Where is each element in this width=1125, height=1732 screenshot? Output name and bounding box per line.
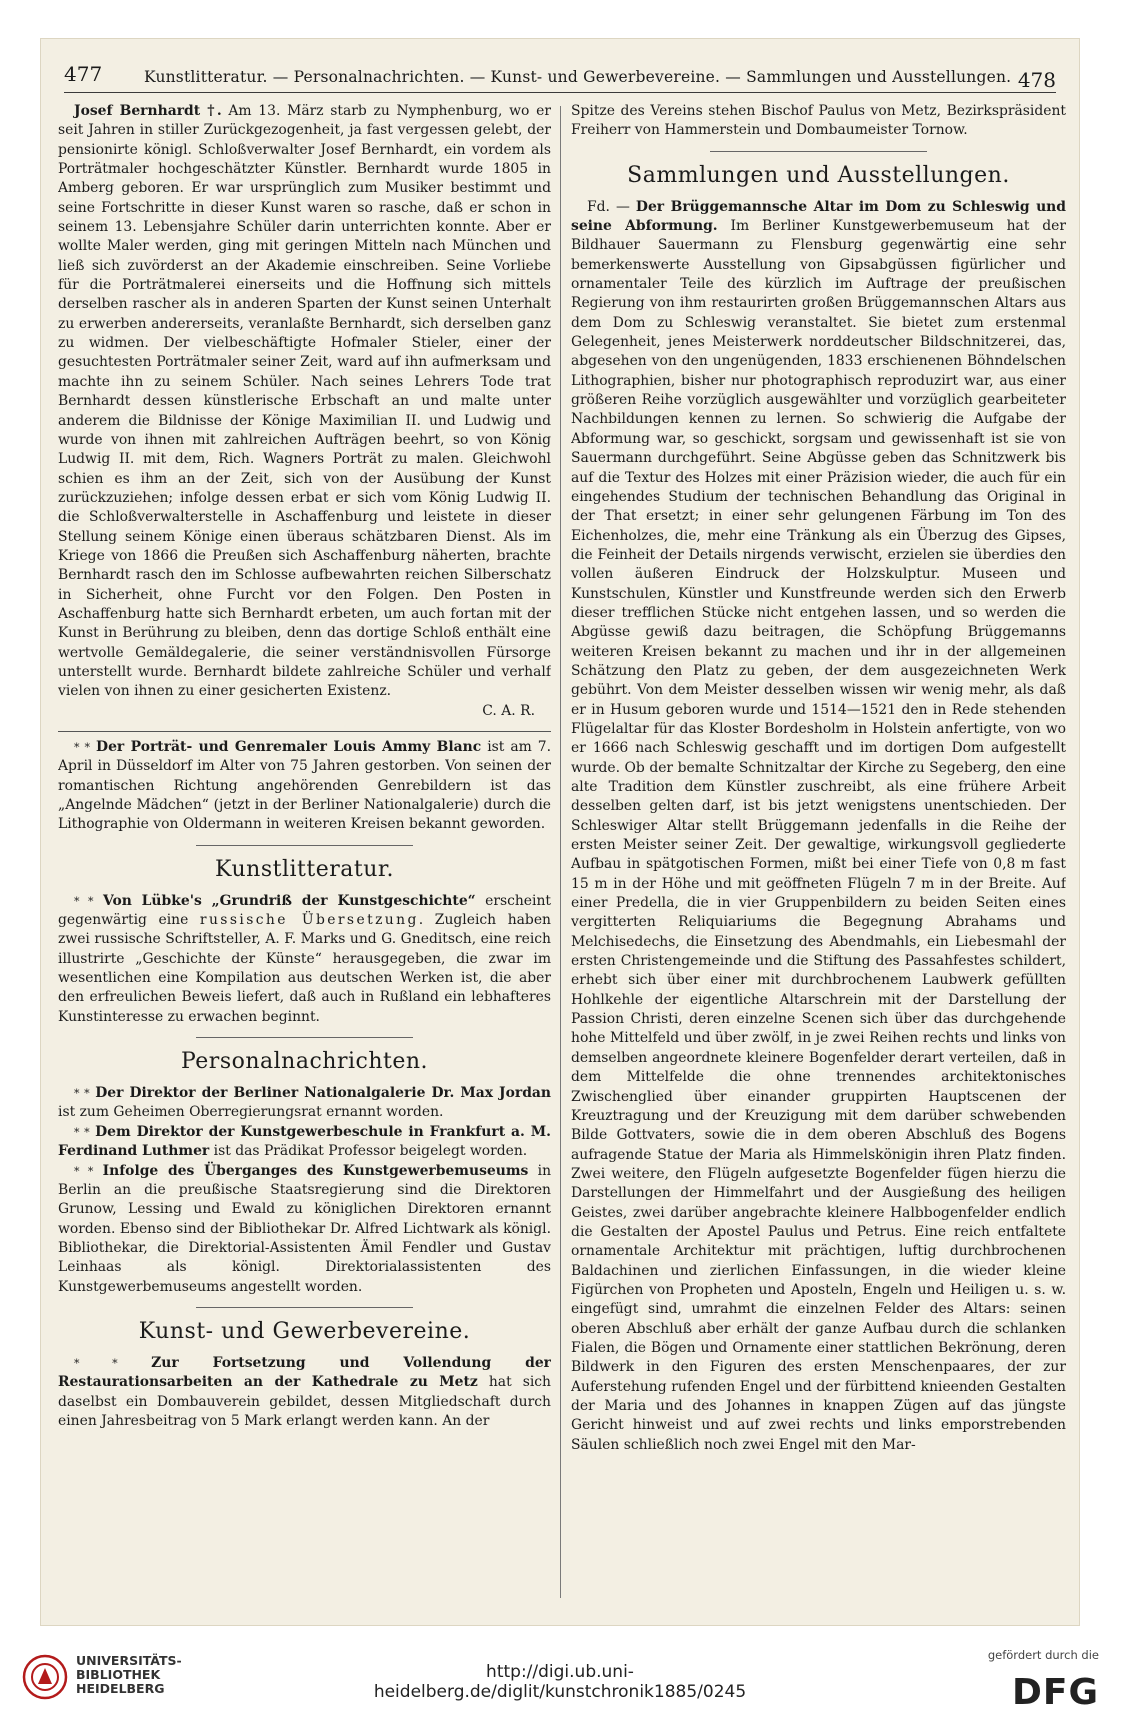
article-body: ist am 7. April in Düsseldorf im Alter von 75 Jahren gestorben. Von seinen der romantischen Richtung angehörenden Genrebildern ist das „Angelnde Mädchen“ (jetzt in der Berliner Nationalgalerie) durch die Lithographie von Oldermann in weiteren Kreisen bekannt geworden.: [58, 739, 551, 833]
article-bernhardt: [58, 102, 551, 702]
article-metz: [58, 1354, 551, 1431]
article-body: Im Berliner Kunstgewerbemuseum hat der Bildhauer Sauermann zu Flensburg gegenwärtig eine sehr bemerkenswerte Ausstellung von Gipsabgüssen figürlicher und ornamentaler Teile des kürzlich im Auftrage der preußischen Regierung von ihm restaurirten großen Brüggemannschen Altars aus dem Dom zu Schleswig veranstaltet. Sie bietet zum erstenmal Gelegenheit, jenes Meisterwerk norddeutscher Bildschnitzerei, das, abgesehen von den ungenügenden, 1833 erschienenen Böhndelschen Lithographien, bisher nur photographisch reproduzirt war, aus einer größeren Reihe vorzüglich ausgewählter und vorzüglich gearbeiteter Nachbildungen kennen zu lernen. So schwierig die Aufgabe der Abformung war, so geschickt, sorgsam und gewissenhaft ist sie von Sauermann durchgeführt. Seine Abgüsse geben das Schnitzwerk bis auf die Textur des Holzes mit einer Präzision wieder, die auch für ein eingehendes Studium der technischen Behandlung das Original in der That ersetzt; in einer sehr gelungenen Färbung im Ton des Eichenholzes, die, mehr eine Tränkung als ein Überzug des Gipses, die Feinheit der Details nirgends verwischt, erzielen sie überdies den vollen äußeren Eindruck der Holzskulptur. Museen und Kunstschulen, Künstler und Kunstfreunde werden sich den Erwerb dieser trefflichen Stücke nicht entgehen lassen, und so werden die Abgüsse gewiß dazu beitragen, die Schöpfung Brüggemanns weiteren Kreisen bekannt zu machen und ihr in der allgemeinen Schätzung den Platz zu geben, der dem ausgezeichneten Werk gebührt. Von dem Meister desselben wissen wir wenig mehr, als daß er in Husum geboren wurde und 1514—1521 den in Rede stehenden Flügelaltar für das Kloster Bordesholm in Holstein anfertigte, von wo er 1666 nach Schleswig geschafft und im dortigen Dom aufgestellt wurde. Ob der bemalte Schnitzaltar der Kirche zu Segeberg, den eine alte Tradition dem Künstler zuschreibt, als eine frühere Arbeit desselben gelten darf, ist bis jetzt wenigstens unentschieden. Der Schleswiger Altar stellt Brüggemann jedenfalls in die Reihe der ersten Meister seiner Zeit. Der gewaltige, wirkungsvoll gegliederte Aufbau in spätgotischen Formen, mißt bei einer Tiefe von 0,8 m fast 15 m in der Höhe und mit geöffneten Flügeln 7 m in der Breite. Auf einer Predella, die in vier Gruppenbildern zu beiden Seiten eines vergitterten Reliquiariums die Begegnung Abrahams und Melchisedechs, die Einsetzung des Abendmahls, ein Liebesmahl der ersten Christengemeinde und die Stiftung des Passahfestes schildert, erhebt sich über einer mit durchbrochenem Laubwerk gefüllten Hohlkehle der eigentliche Altarschrein mit der Darstellung der Passion Christi, deren einzelne Scenen sich über das durchgehende hohe Mittelfeld und über zwölf, in je zwei Reihen rechts und links von demselben angeordnete kleinere Bogenfelder derart verteilen, daß in dem Mittelfelde die ohne trennendes architektonisches Zwischenglied über einander gruppirten Hauptscenen der Kreuztragung und der Kreuzigung mit dem darüber schwebenden Bilde Gottvaters, sowie die in dem oberen Abschluß des Bogens aufragende Statue der Maria als Himmelskönigin ihren Platz finden. Zwei weitere, den Flügeln aufgesetzte Bogenfelder fügen hierzu die Darstellungen der Himmelfahrt und der Ausgießung des heiligen Geistes, zwei darüber angebrachte kleinere Halbbogenfelder endlich die Gestalten der Apostel Paulus und Petrus. Eine reich entfaltete ornamentale Architektur mit prächtigen, luftig durchbrochenen Baldachinen und zierlichen Einfassungen, in die wieder kleine Figürchen von Propheten und Aposteln, Engeln und Heiligen u. s. w. eingefügt sind, umrahmt die einzelnen Felder des Altars: seinen oberen Abschluß aber erhält der ganze Aufbau durch die schlanken Fialen, die Bögen und Ornamente einer stattlichen Bekrönung, deren Bildwerk in den Figuren des ersten Menschenpaares, der zur Auferstehung rufenden Engel und der fürbittend knieenden Gestalten der Maria und des Johannes in knappen Zügen auf das jüngste Gericht hinweist und auf zwei rechts und links emporstrebenden Säulen schließlich noch zwei Engel mit den Mar-: [571, 218, 1066, 1453]
article-body-pre: erscheint gegenwärtig eine: [58, 892, 551, 929]
article-lead: Der Brüggemannsche Altar im Dom zu Schleswig und seine Abformung.: [571, 198, 1066, 235]
article-body: Am 13. März starb zu Nymphenburg, wo er seit Jahren in stiller Zurückgezogenheit, ja fast vergessen gelebt, der pensionirte königl. Schloßverwalter Josef Bernhardt, ein vordem als Porträtmaler hochgeschätzter Künstler. Bernhardt wurde 1805 in Amberg geboren. Er war ursprünglich zum Musiker bestimmt und seine Fortschritte in dieser Kunst waren so rasche, daß er schon in seinem 13. Lebensjahre Schüler darin unterrichten konnte. Aber er wollte Maler werden, ging mit geringen Mitteln nach München und ließ sich zuvörderst an der Akademie einschreiben. Seine Vorliebe für die Porträtmalerei einerseits und die Hoffnung sich mittels derselben rascher als in anderen Sparten der Kunst seinen Unterhalt zu erwerben andererseits, veranlaßte Bernhardt, sich derselben ganz zu widmen. Der vielbeschäftigte Hofmaler Stieler, einer der gesuchtesten Porträtmaler seiner Zeit, ward auf ihn aufmerksam und machte ihn zu seinem Schüler. Nach seines Lehrers Tode trat Bernhardt dessen künstlerische Erbschaft an und malte unter anderem die Bildnisse der Könige Maximilian II. und Ludwig und wurde von ihnen mit zahlreichen Aufträgen beehrt, so von König Ludwig II. mit dem, Rich. Wagners Porträt zu malen. Gleichwohl schien es ihm an der Zeit, sich von der Ausübung der Kunst zurückzuziehen; infolge dessen erbat er sich vom König Ludwig II. die Schloßverwalterstelle in Aschaffenburg und leistete in dieser Stellung seinem Könige einen überaus schätzbaren Dienst. Als im Kriege von 1866 die Preußen sich Aschaffenburg näherten, brachte Bernhardt rasch den im Schlosse aufbewahrten reichen Silberschatz in Sicherheit, ohne Furcht vor den Folgen. Den Posten in Aschaffenburg hatte sich Bernhardt erbeten, um auch fortan mit der Kunst in Berührung zu bleiben, denn das dortige Schloß enthält eine wertvolle Gemäldegalerie, die seiner verständnisvollen Fürsorge unterstellt wurde. Bernhardt bildete zahlreiche Schüler und verhalf vielen von ihnen zu einer gesicherten Existenz.: [58, 103, 551, 700]
news-mark: * *: [74, 1164, 94, 1178]
article-lead: Infolge des Überganges des Kunstgewerbemuseums: [102, 1162, 529, 1179]
continuation-text: Spitze des Vereins stehen Bischof Paulus von Metz, Bezirkspräsident Freiherr von Hammerstein und Dombaumeister Tornow.: [571, 103, 1066, 139]
section-separator: [196, 845, 413, 846]
library-line: BIBLIOTHEK: [76, 1667, 161, 1682]
article-body: hat sich daselbst ein Dombauverein gebildet, dessen Mitgliedschaft durch einen Jahresbeitrag von 5 Mark erlangt werden kann. An der: [58, 1374, 551, 1429]
article-lead: Der Direktor der Berliner Nationalgalerie Dr. Max Jordan: [95, 1085, 551, 1102]
news-mark: * *: [74, 894, 94, 908]
article-body: ist zum Geheimen Oberregierungsrat ernannt worden.: [58, 1104, 444, 1121]
article-prefix: Fd. —: [587, 198, 630, 215]
article-brueggemann: [571, 198, 1066, 1455]
article-lead: Der Porträt- und Genremaler Louis Ammy Blanc: [96, 739, 482, 755]
personal-item: [58, 1123, 551, 1162]
article-body-spaced: russische Übersetzung: [199, 912, 419, 929]
left-column: [58, 102, 551, 1598]
article-body: in Berlin an die preußische Staatsregierung sind die Direktoren Grunow, Lessing und Ewald zu königlichen Direktoren ernannt worden. Ebenso sind der Bibliothekar Dr. Alfred Lichtwark als königl. Bibliothekar, die Direktorial-Assistenten Ämil Fendler und Gustav Leinhaas als königl. Direktorialassistenten des Kunstgewerbemuseums angestellt worden.: [58, 1162, 551, 1295]
article-lead: Josef Bernhardt †.: [74, 103, 222, 119]
article-signature: [58, 702, 551, 721]
dfg-logo[interactable]: DFG: [1011, 1672, 1099, 1713]
page-header: [64, 56, 1056, 93]
article-luebke: [58, 892, 551, 1027]
signature-text: C. A. R.: [482, 702, 535, 719]
personal-item: [58, 1162, 551, 1297]
personal-item: [58, 1084, 551, 1123]
right-column: [571, 102, 1066, 1598]
library-line: UNIVERSITÄTS-: [76, 1653, 182, 1668]
section-title-vereine: Kunst- und Gewerbevereine.: [138, 1318, 471, 1344]
article-body: ist das Prädikat Professor beigelegt worden.: [213, 1143, 528, 1160]
news-mark: * *: [74, 1356, 118, 1370]
news-mark: * *: [74, 1087, 90, 1101]
university-library-logo[interactable]: [22, 1650, 192, 1706]
article-body-post: . Zugleich haben zwei russische Schriftsteller, A. F. Marks und G. Gneditsch, eine reich illustrirte „Geschichte der Künste“ herausgegeben, die zwar im wesentlichen eine Kompilation aus deutschen Werken ist, die aber den erfreulichen Beweis liefert, daß auch in Rußland ein lebhafteres Kunstinteresse zu erwachen beginnt.: [58, 912, 551, 1025]
running-title: Kunstlitteratur. — Personalnachrichten. — Kunst- und Gewerbevereine. — Sammlungen und Ausstellungen.: [144, 68, 1012, 86]
section-title-kunstlitteratur: Kunstlitteratur.: [215, 856, 394, 882]
funded-by-label: gefördert durch die: [987, 1648, 1099, 1662]
permalink-url[interactable]: http://digi.ub.uni-heidelberg.de/diglit/kunstchronik1885/0245: [373, 1662, 747, 1702]
seal-icon: [22, 1654, 68, 1700]
section-separator: [196, 1037, 413, 1038]
news-mark: * *: [74, 1125, 90, 1139]
section-title-personal: Personalnachrichten.: [180, 1049, 429, 1075]
section-separator: [196, 1307, 413, 1308]
news-mark: * *: [74, 741, 91, 754]
section-title-sammlungen: Sammlungen und Ausstellungen.: [627, 162, 1010, 188]
article-blanc: [58, 738, 551, 835]
article-separator: [58, 731, 551, 732]
page-number-left: 477: [64, 62, 103, 86]
article-lead: Von Lübke's „Grundriß der Kunstgeschichte“: [102, 892, 476, 909]
page-number-right: 478: [1017, 68, 1056, 92]
column-divider: [560, 106, 561, 1598]
viewer-footer: [0, 1632, 1125, 1732]
article-lead: Dem Direktor der Kunstgewerbeschule in Frankfurt a. M. Ferdinand Luthmer: [58, 1123, 551, 1160]
article-lead: Zur Fortsetzung und Vollendung der Restaurationsarbeiten an der Kathedrale zu Metz: [58, 1354, 551, 1391]
scanned-page: [40, 38, 1080, 1626]
section-separator: [710, 151, 928, 152]
library-line: HEIDELBERG: [76, 1681, 165, 1696]
library-name: [76, 1654, 182, 1696]
